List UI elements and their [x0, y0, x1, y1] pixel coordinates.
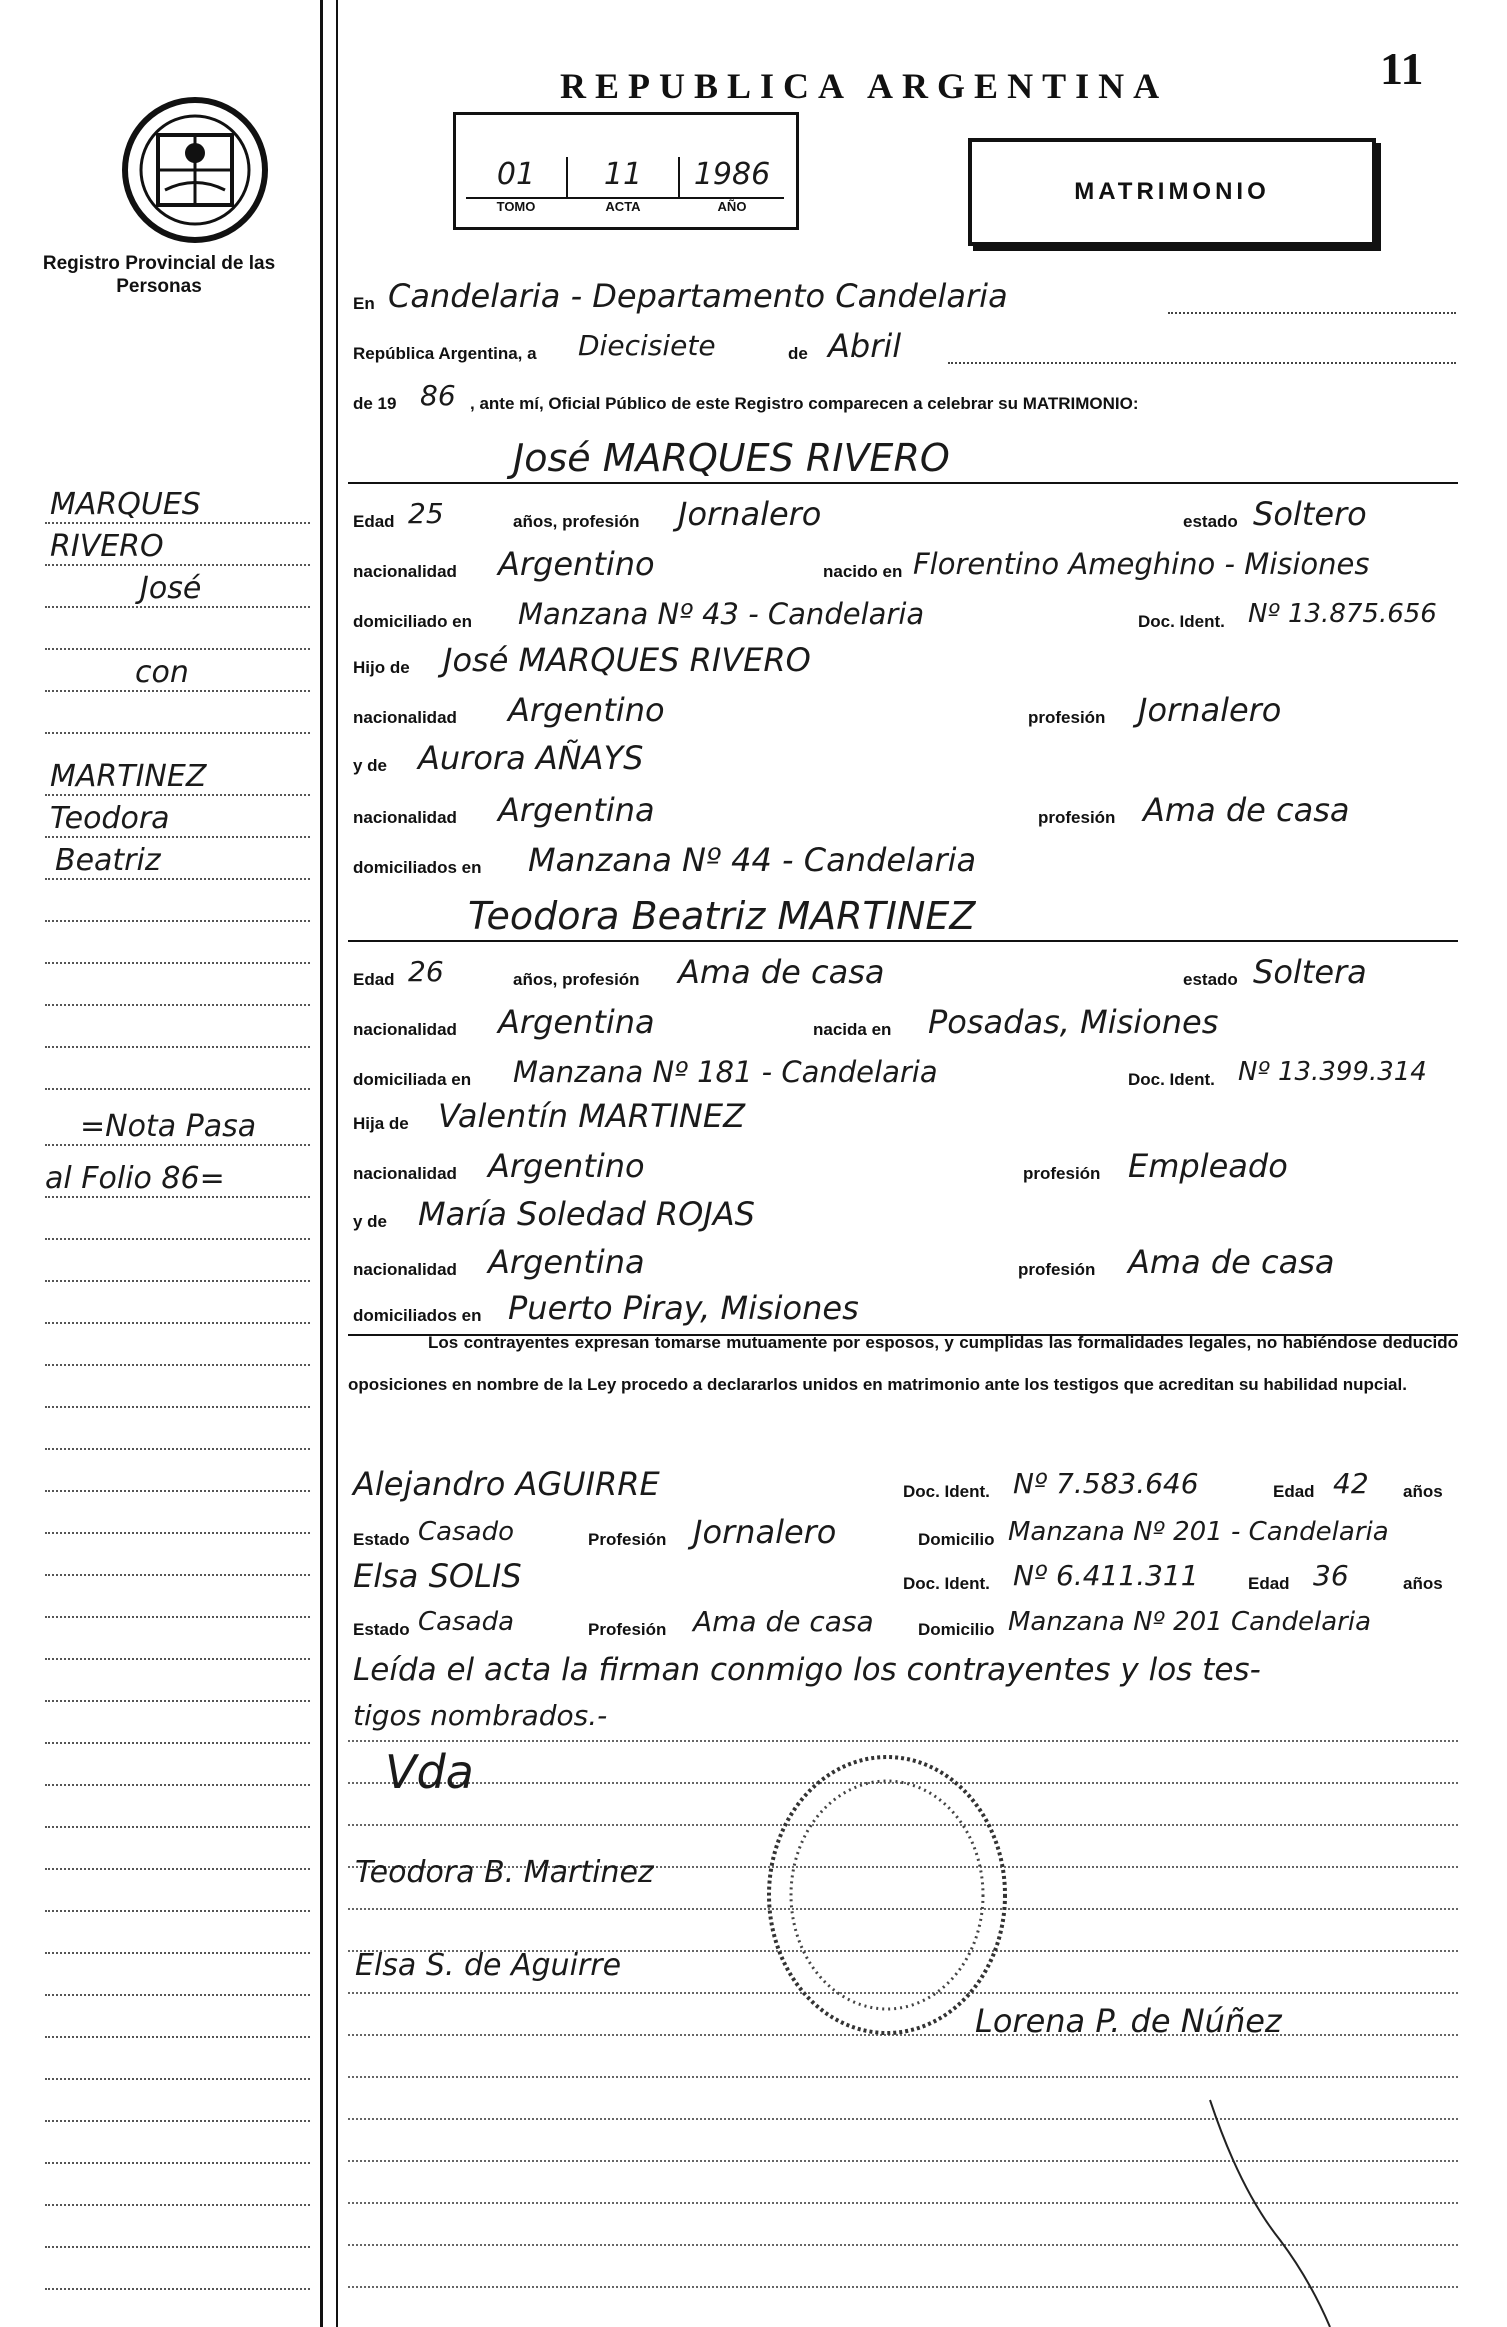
- margin-groom-surname: MARQUES: [50, 487, 201, 522]
- bride-father: Valentín MARTINEZ: [438, 1097, 745, 1135]
- witness2-name: Elsa SOLIS: [353, 1557, 522, 1595]
- label-profesion: profesión: [1028, 708, 1106, 727]
- margin-rule: [45, 1322, 310, 1324]
- margin-rule: [45, 836, 310, 838]
- witness1-name: Alejandro AGUIRRE: [353, 1465, 660, 1503]
- witness1-age: 42: [1333, 1467, 1369, 1500]
- witness1-address: Manzana Nº 201 - Candelaria: [1008, 1517, 1389, 1547]
- margin-rule: [45, 732, 310, 734]
- tomo-value: 01: [466, 157, 568, 199]
- row-bride-nationality: [348, 1002, 1458, 1046]
- country-title: REPUBLICA ARGENTINA: [560, 66, 1169, 106]
- label-de: de: [788, 344, 808, 363]
- margin-rule: [45, 522, 310, 524]
- bride-father-profession: Empleado: [1128, 1147, 1288, 1185]
- label-nacionalidad: nacionalidad: [353, 1164, 457, 1183]
- groom-nationality: Argentino: [498, 545, 655, 583]
- label-domicilio: Domicilio: [918, 1620, 995, 1639]
- margin-rule: [45, 1742, 310, 1744]
- row-bride-father: [348, 1096, 1458, 1140]
- groom-father: José MARQUES RIVERO: [443, 641, 811, 679]
- intro-text: , ante mí, Oficial Público de este Registro comparecen a celebrar su MATRIMONIO:: [470, 394, 1139, 413]
- label-doc-ident: Doc. Ident.: [1138, 612, 1225, 631]
- label-anios: años: [1403, 1574, 1443, 1593]
- witness2-doc: Nº 6.411.311: [1013, 1559, 1199, 1592]
- registry-seal-icon: [120, 95, 270, 245]
- bride-age: 26: [408, 955, 444, 988]
- row-groom-parents-address: [348, 840, 1458, 884]
- fill-line: [1168, 312, 1456, 314]
- row-groom-father-details: [348, 690, 1458, 734]
- row-witness2: [348, 1556, 1458, 1600]
- anio-value: 1986: [680, 157, 784, 199]
- row-groom-nationality: [348, 544, 1458, 588]
- groom-mother-profession: Ama de casa: [1143, 791, 1350, 829]
- margin-rule: [45, 1196, 310, 1198]
- bride-mother-nationality: Argentina: [488, 1243, 645, 1281]
- margin-column: [0, 0, 318, 2327]
- label-estado: estado: [1183, 970, 1238, 989]
- margin-bride-firstname: Teodora: [50, 801, 170, 836]
- groom-profession: Jornalero: [678, 495, 822, 533]
- witness2-age: 36: [1313, 1559, 1349, 1592]
- margin-rule: [45, 2078, 310, 2080]
- label-domiciliada-en: domiciliada en: [353, 1070, 472, 1089]
- groom-signature: Vda: [385, 1745, 474, 1799]
- bride-doc: Nº 13.399.314: [1238, 1057, 1427, 1087]
- label-estado: estado: [1183, 512, 1238, 531]
- row-bride-name: [348, 888, 1458, 940]
- margin-rule: [45, 1004, 310, 1006]
- label-edad: Edad: [1248, 1574, 1290, 1593]
- label-edad: Edad: [1273, 1482, 1315, 1501]
- margin-rule: [45, 606, 310, 608]
- label-hijo-de: Hijo de: [353, 658, 410, 677]
- label-anios: años: [1403, 1482, 1443, 1501]
- tomo-label: TOMO: [496, 199, 536, 214]
- row-witness2-details: [348, 1602, 1458, 1646]
- bride-parents-address: Puerto Piray, Misiones: [508, 1289, 859, 1327]
- bride-name: Teodora Beatriz MARTINEZ: [468, 894, 976, 938]
- row-groom-address: [348, 594, 1458, 638]
- signature-tail-stroke: [1180, 2070, 1340, 2327]
- label-nacido-en: nacido en: [823, 562, 903, 581]
- margin-rule: [45, 1364, 310, 1366]
- section-rule: [348, 482, 1458, 484]
- groom-mother: Aurora AÑAYS: [418, 739, 644, 777]
- margin-rule: [45, 1994, 310, 1996]
- witness2-profession: Ama de casa: [693, 1605, 874, 1638]
- bride-mother-profession: Ama de casa: [1128, 1243, 1335, 1281]
- day-value: Diecisiete: [578, 329, 716, 362]
- margin-rule: [45, 2246, 310, 2248]
- margin-note-line1: =Nota Pasa: [80, 1109, 257, 1144]
- label-doc-ident: Doc. Ident.: [903, 1574, 990, 1593]
- row-groom-mother-details: [348, 790, 1458, 834]
- label-profesion: Profesión: [588, 1530, 667, 1549]
- closing-line1: Leída el acta la firman conmigo los contrayentes y los tes-: [353, 1652, 1261, 1688]
- row-bride-mother: [348, 1194, 1458, 1238]
- bride-address: Manzana Nº 181 - Candelaria: [513, 1055, 938, 1089]
- bride-signature: Teodora B. Martinez: [355, 1855, 654, 1890]
- year-value: 86: [420, 379, 456, 412]
- margin-rule: [45, 1490, 310, 1492]
- groom-mother-nationality: Argentina: [498, 791, 655, 829]
- margin-rule: [45, 690, 310, 692]
- bride-profession: Ama de casa: [678, 953, 885, 991]
- margin-rule: [45, 962, 310, 964]
- groom-father-nationality: Argentino: [508, 691, 665, 729]
- margin-rule: [45, 878, 310, 880]
- label-domicilio: Domicilio: [918, 1530, 995, 1549]
- groom-father-profession: Jornalero: [1138, 691, 1282, 729]
- bride-status: Soltera: [1253, 953, 1367, 991]
- label-en: En: [353, 294, 375, 313]
- witness2-status: Casada: [418, 1607, 515, 1637]
- row-groom-name: [348, 432, 1458, 482]
- record-type-box: MATRIMONIO: [968, 138, 1376, 246]
- margin-rule: [45, 2120, 310, 2122]
- margin-rule: [45, 1574, 310, 1576]
- label-profesion: profesión: [1023, 1164, 1101, 1183]
- witness1-profession: Jornalero: [693, 1513, 837, 1551]
- row-groom-age: [348, 494, 1458, 538]
- margin-rule: [45, 1868, 310, 1870]
- blank-rule: [348, 1740, 1458, 1742]
- marriage-statement: Los contrayentes expresan tomarse mutuamente por esposos, y cumplidas las formalidades legales, no habiéndose deducido oposiciones en nombre de la Ley procedo a declararlos unidos en matrimonio ante los testigos que acreditan su habilidad nupcial.: [348, 1333, 1458, 1394]
- row-closing1: [348, 1650, 1458, 1694]
- margin-rule: [45, 1826, 310, 1828]
- groom-doc: Nº 13.875.656: [1248, 599, 1437, 629]
- margin-rule: [45, 794, 310, 796]
- margin-rule: [45, 1280, 310, 1282]
- witness2-signature: Elsa S. de Aguirre: [355, 1948, 622, 1983]
- acta-label: ACTA: [605, 199, 641, 214]
- witness2-address: Manzana Nº 201 Candelaria: [1008, 1607, 1372, 1637]
- page-number: 11: [1380, 43, 1424, 94]
- groom-parents-address: Manzana Nº 44 - Candelaria: [528, 841, 977, 879]
- margin-rule: [45, 1532, 310, 1534]
- label-y-de: y de: [353, 756, 388, 775]
- margin-rule: [45, 2162, 310, 2164]
- margin-groom-surname2: RIVERO: [50, 529, 164, 564]
- label-doc-ident: Doc. Ident.: [1128, 1070, 1215, 1089]
- margin-note-line2: al Folio 86=: [45, 1161, 225, 1196]
- margin-rule: [45, 648, 310, 650]
- record-reference-box: [453, 112, 799, 230]
- acta-value: 11: [568, 157, 680, 199]
- label-anios-profesion: años, profesión: [513, 970, 640, 989]
- label-y-de: y de: [353, 1212, 388, 1231]
- row-bride-father-details: [348, 1146, 1458, 1190]
- label-de-19: de 19: [353, 394, 397, 413]
- label-nacionalidad: nacionalidad: [353, 562, 457, 581]
- groom-name: José MARQUES RIVERO: [513, 436, 950, 480]
- row-date: [348, 326, 1458, 370]
- margin-rule: [45, 1700, 310, 1702]
- row-witness1: [348, 1464, 1458, 1508]
- bride-nationality: Argentina: [498, 1003, 655, 1041]
- row-groom-father: [348, 640, 1458, 684]
- label-profesion: profesión: [1018, 1260, 1096, 1279]
- section-rule: [348, 940, 1458, 942]
- margin-rule: [45, 1046, 310, 1048]
- groom-status: Soltero: [1253, 495, 1367, 533]
- label-profesion: Profesión: [588, 1620, 667, 1639]
- place-value: Candelaria - Departamento Candelaria: [388, 277, 1008, 315]
- anio-label: AÑO: [717, 199, 747, 214]
- margin-rule: [45, 2204, 310, 2206]
- label-doc-ident: Doc. Ident.: [903, 1482, 990, 1501]
- label-nacionalidad: nacionalidad: [353, 1260, 457, 1279]
- label-nacionalidad: nacionalidad: [353, 808, 457, 827]
- label-domiciliados-en: domiciliados en: [353, 858, 482, 877]
- row-bride-address: [348, 1052, 1458, 1096]
- margin-rule: [45, 1616, 310, 1618]
- margin-rule: [45, 1952, 310, 1954]
- official-stamp-icon: [762, 1750, 1012, 2040]
- column-divider: [320, 0, 323, 2327]
- bride-father-nationality: Argentino: [488, 1147, 645, 1185]
- margin-rule: [45, 1144, 310, 1146]
- row-bride-mother-details: [348, 1242, 1458, 1286]
- bride-birthplace: Posadas, Misiones: [928, 1003, 1219, 1041]
- groom-age: 25: [408, 497, 444, 530]
- label-nacionalidad: nacionalidad: [353, 1020, 457, 1039]
- registry-label: Registro Provincial de las Personas: [42, 253, 276, 297]
- margin-bride-surname: MARTINEZ: [50, 759, 207, 794]
- column-divider: [336, 0, 338, 2327]
- label-edad: Edad: [353, 512, 395, 531]
- margin-rule: [45, 1406, 310, 1408]
- margin-rule: [45, 564, 310, 566]
- label-domiciliados-en: domiciliados en: [353, 1306, 482, 1325]
- witness1-status: Casado: [418, 1517, 514, 1547]
- row-witness1-details: [348, 1512, 1458, 1556]
- margin-rule: [45, 1784, 310, 1786]
- fill-line: [948, 362, 1456, 364]
- month-value: Abril: [828, 327, 902, 365]
- label-estado: Estado: [353, 1620, 410, 1639]
- margin-rule: [45, 1910, 310, 1912]
- closing-line2: tigos nombrados.-: [353, 1699, 608, 1732]
- witness1-doc: Nº 7.583.646: [1013, 1467, 1199, 1500]
- bride-mother: María Soledad ROJAS: [418, 1195, 755, 1233]
- official-signature: Lorena P. de Núñez: [975, 2002, 1282, 2040]
- margin-rule: [45, 1088, 310, 1090]
- label-hija-de: Hija de: [353, 1114, 409, 1133]
- margin-bride-middlename: Beatriz: [55, 843, 161, 878]
- margin-rule: [45, 1238, 310, 1240]
- row-place: [348, 270, 1458, 320]
- groom-address: Manzana Nº 43 - Candelaria: [518, 597, 925, 631]
- label-republica: República Argentina, a: [353, 344, 537, 363]
- margin-rule: [45, 1658, 310, 1660]
- margin-rule: [45, 2288, 310, 2290]
- label-edad: Edad: [353, 970, 395, 989]
- groom-birthplace: Florentino Ameghino - Misiones: [913, 547, 1370, 581]
- margin-rule: [45, 920, 310, 922]
- label-profesion: profesión: [1038, 808, 1116, 827]
- label-anios-profesion: años, profesión: [513, 512, 640, 531]
- margin-rule: [45, 1448, 310, 1450]
- label-nacionalidad: nacionalidad: [353, 708, 457, 727]
- row-bride-age: [348, 952, 1458, 996]
- margin-rule: [45, 2036, 310, 2038]
- margin-connector: con: [135, 655, 189, 690]
- margin-groom-firstname: José: [140, 571, 202, 606]
- row-groom-mother: [348, 738, 1458, 782]
- row-closing2: [348, 1696, 1458, 1740]
- label-nacida-en: nacida en: [813, 1020, 892, 1039]
- label-domiciliado-en: domiciliado en: [353, 612, 473, 631]
- row-year: [348, 376, 1458, 420]
- label-estado: Estado: [353, 1530, 410, 1549]
